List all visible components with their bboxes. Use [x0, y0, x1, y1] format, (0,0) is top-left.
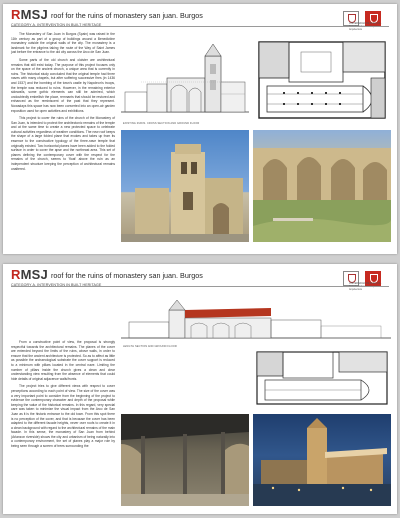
paragraph: The Monastery of San Juan in Burgos (Spain) was raised in the 11th century as part of a group of buildings around a Benedictine monastery outside the original walls of the city. The monastery is a landmark for the pilgrims taking the route of the Way of Saint James just before the entrance to the old city across the Arco de San Juan. [11, 32, 115, 55]
drawing-caption: LENGTH SECTION AND GROUND FLOOR [123, 345, 177, 348]
category-label: CATEGORY A. INTERVENTION IN BUILT HERITAGE [11, 283, 102, 287]
rmsj-logo: RMSJ [11, 7, 48, 22]
category-label: CATEGORY A. INTERVENTION IN BUILT HERITAGE [11, 23, 102, 27]
ruins-garden-photo [253, 130, 391, 242]
sheet-header [11, 268, 389, 286]
ground-floor-plan [253, 34, 391, 124]
header-divider [11, 26, 389, 27]
header-divider [11, 286, 389, 287]
roof-floor-plan [253, 348, 391, 408]
sheet-title: roof for the ruins of monastery san juan. Burgos [51, 271, 203, 280]
panel-sheet-1 [3, 4, 397, 254]
drawing-caption: EXISTING RUINS. CROSS SECTION AND GROUND FLOOR [123, 122, 200, 125]
rmsj-logo: RMSJ [11, 267, 48, 282]
paragraph: The project tries to give different views with respect to cover perceptions according to each point of view. The size of the cover was a very important point to consider from the beginning of the project to evidence the contemporary character and depth of the proposal while keeping the value of the historical remains. In this regard, very special care was taken to minimize the visual impact from the Arco de San Juan as it is the historic entrance to the old town. From this spot there is no perception of the cover, and that is because the cover has been adapted to the different facade heights, never over roofs to create it in a clean background with regard to the architectural remains of the main facade. In this sense, the monastery of San Juan from behind (Arlanzon riverside) shows the city and urbanism of being naturally into a contemporary environment, the set of planes play a major role by being seen through a screen of trees surrounding the [11, 384, 115, 449]
night-exterior-photo [253, 414, 391, 506]
body-text-column [11, 340, 115, 452]
panel-sheet-2 [3, 264, 397, 514]
paragraph: From a constructive point of view, the proposal is strongly respectful towards the architectural remains. The planes of the cover are extended beyond the limits of the ruins, above walls, in order to ensure that the ancient architecture is protected. So as to affect as little as possible the archaeological substrate the cover support is reduced to a minimum with pillars located in the central nave. Limiting the number of pillars inside the church gives a clean and clear understanding view resulting from the absence of elements that could hide details of original adjacence walls/fronts. [11, 340, 115, 381]
length-section-drawing [121, 296, 391, 344]
interior-roof-photo [121, 414, 249, 506]
institution-text: UNIVERSIDAD DE BURGOS · Escuela Politécnica Superior · Arquitectura [349, 22, 382, 31]
institution-text: UNIVERSIDAD DE BURGOS · Escuela Politécnica Superior · Arquitectura [349, 282, 382, 291]
body-text-column [11, 32, 115, 174]
sheet-title: roof for the ruins of monastery san juan. Burgos [51, 11, 203, 20]
church-tower-photo [121, 130, 249, 242]
sheet-header [11, 8, 389, 26]
cross-section-drawing [121, 38, 249, 120]
paragraph: This project to cover the ruins of the church of the Monastery of San Juan, is intended to protect the architectonic remains of the temple and at the same time to create a new protected space to celebrate cultural activities regardless of weather conditions. The new roof keeps the shape of a large folded plane that evokes and takes up from its essence to the constructive typology of the three-nave temple that originally existed. Two horizontal planes have been added to the folded surface in order to cover the apse and the northeast area. This set of planes defining the contemporary cover with the respect for the remains of the church, seems to 'float' above the ruin as an independent structure keeping the perception of architectural remains unaltered. [11, 116, 115, 171]
paragraph: Some parts of the old church and cloister are architectural remains that still exist today. The purpose of this project focuses only on the space of the ancient church, a unique area that is currently in ruins. The historical study concluded that the original temple had three naves with many chapels, but after suffering successive fires (in 1436 and 1537) and the bombing of the town's castle by Napoleon's troops, the temple was reduced to ruins. However, in the remaining exterior sidewalls, some gothic elements can still be admired, which undoubtedly embellish the place, remnants that should be restored and enhanced as the reminiscent of the past that they represent. Nowadays this space has now been converted into an open-air garden exposition used for open activities and exhibitions. [11, 57, 115, 113]
